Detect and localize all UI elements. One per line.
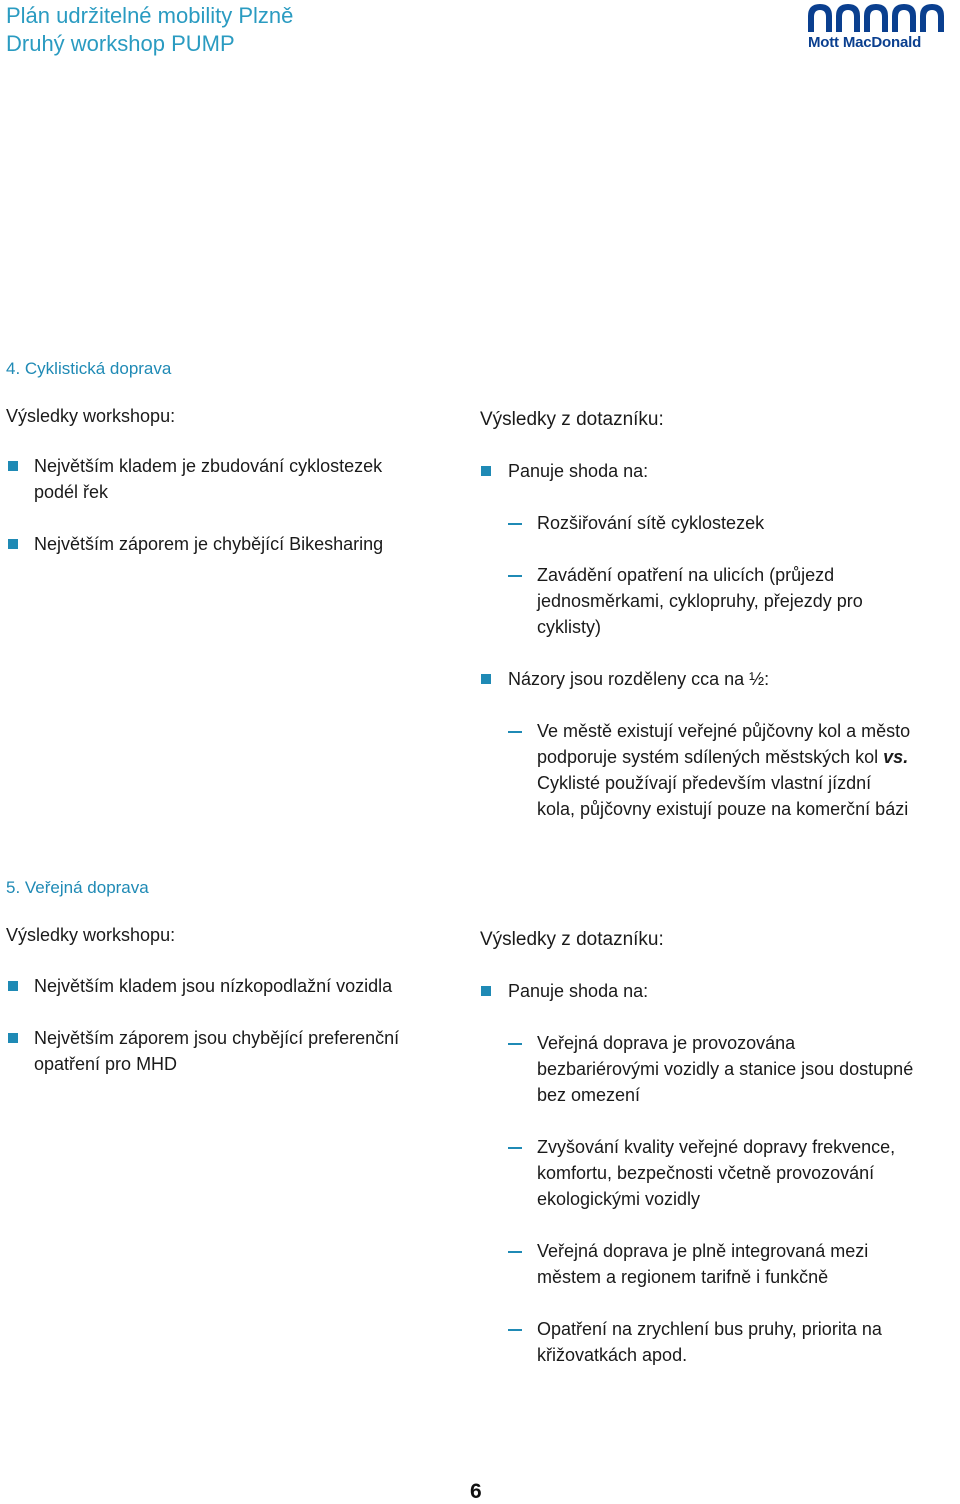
dash-icon: [508, 1251, 522, 1253]
versus-label: vs.: [883, 747, 909, 767]
list-item-text: podporuje systém sdílených městských kol: [537, 747, 879, 767]
bullet-icon: [481, 986, 491, 996]
list-item: bez omezení: [537, 1085, 641, 1105]
section-5-title: 5. Veřejná doprava: [6, 878, 149, 897]
agree-label: Panuje shoda na:: [508, 461, 649, 481]
dash-icon: [508, 523, 522, 525]
list-item: Největším kladem jsou nízkopodlažní vozidla: [34, 976, 393, 996]
page-number: 6: [470, 1480, 482, 1503]
dash-icon: [508, 575, 522, 577]
dash-icon: [508, 1329, 522, 1331]
list-item: Opatření na zrychlení bus pruhy, priorita na: [537, 1319, 882, 1339]
list-item: Veřejná doprava je plně integrovaná mezi: [537, 1241, 869, 1261]
list-item: křižovatkách apod.: [537, 1345, 688, 1365]
list-item: cyklisty): [537, 617, 601, 637]
section-4-survey-heading: Výsledky z dotazníku:: [480, 409, 664, 430]
section-4-workshop-heading: Výsledky workshopu:: [6, 406, 176, 426]
list-item: opatření pro MHD: [34, 1054, 178, 1074]
document-title: Plán udržitelné mobility Plzně: [6, 3, 294, 28]
list-item: Největším záporem jsou chybějící preferenční: [34, 1028, 400, 1048]
dash-icon: [508, 1147, 522, 1149]
bullet-icon: [481, 674, 491, 684]
list-item: Zavádění opatření na ulicích (průjezd: [537, 565, 835, 585]
logo-arches-icon: [806, 2, 956, 34]
agree-label: Panuje shoda na:: [508, 981, 649, 1001]
mott-macdonald-logo: [806, 2, 956, 52]
section-5-survey-heading: Výsledky z dotazníku:: [480, 929, 664, 950]
bullet-icon: [8, 981, 18, 991]
list-item: Rozšiřování sítě cyklostezek: [537, 513, 765, 533]
list-item: [537, 744, 908, 770]
list-item: komfortu, bezpečnosti včetně provozování: [537, 1163, 875, 1183]
list-item: Největším kladem je zbudování cyklostezek: [34, 456, 383, 476]
logo-text: Mott MacDonald: [808, 34, 922, 51]
list-item: městem a regionem tarifně i funkčně: [537, 1267, 829, 1287]
list-item: Největším záporem je chybějící Bikesharing: [34, 534, 384, 554]
bullet-icon: [8, 461, 18, 471]
section-5-workshop-heading: Výsledky workshopu:: [6, 925, 176, 945]
dash-icon: [508, 731, 522, 733]
list-item: Veřejná doprava je provozována: [537, 1033, 796, 1053]
list-item: podél řek: [34, 482, 109, 502]
bullet-icon: [481, 466, 491, 476]
list-item: Zvyšování kvality veřejné dopravy frekvence,: [537, 1137, 896, 1157]
bullet-icon: [8, 539, 18, 549]
bullet-icon: [8, 1033, 18, 1043]
list-item: ekologickými vozidly: [537, 1189, 701, 1209]
list-item: Ve městě existují veřejné půjčovny kol a město: [537, 721, 911, 741]
document-subtitle: Druhý workshop PUMP: [6, 31, 235, 56]
list-item: Cyklisté používají především vlastní jízdní: [537, 773, 872, 793]
list-item: jednosměrkami, cyklopruhy, přejezdy pro: [537, 591, 863, 611]
list-item: bezbariérovými vozidly a stanice jsou dostupné: [537, 1059, 914, 1079]
section-4-title: 4. Cyklistická doprava: [6, 359, 172, 378]
split-label: Názory jsou rozděleny cca na ½:: [508, 669, 770, 689]
dash-icon: [508, 1043, 522, 1045]
list-item: kola, půjčovny existují pouze na komerční bázi: [537, 799, 909, 819]
